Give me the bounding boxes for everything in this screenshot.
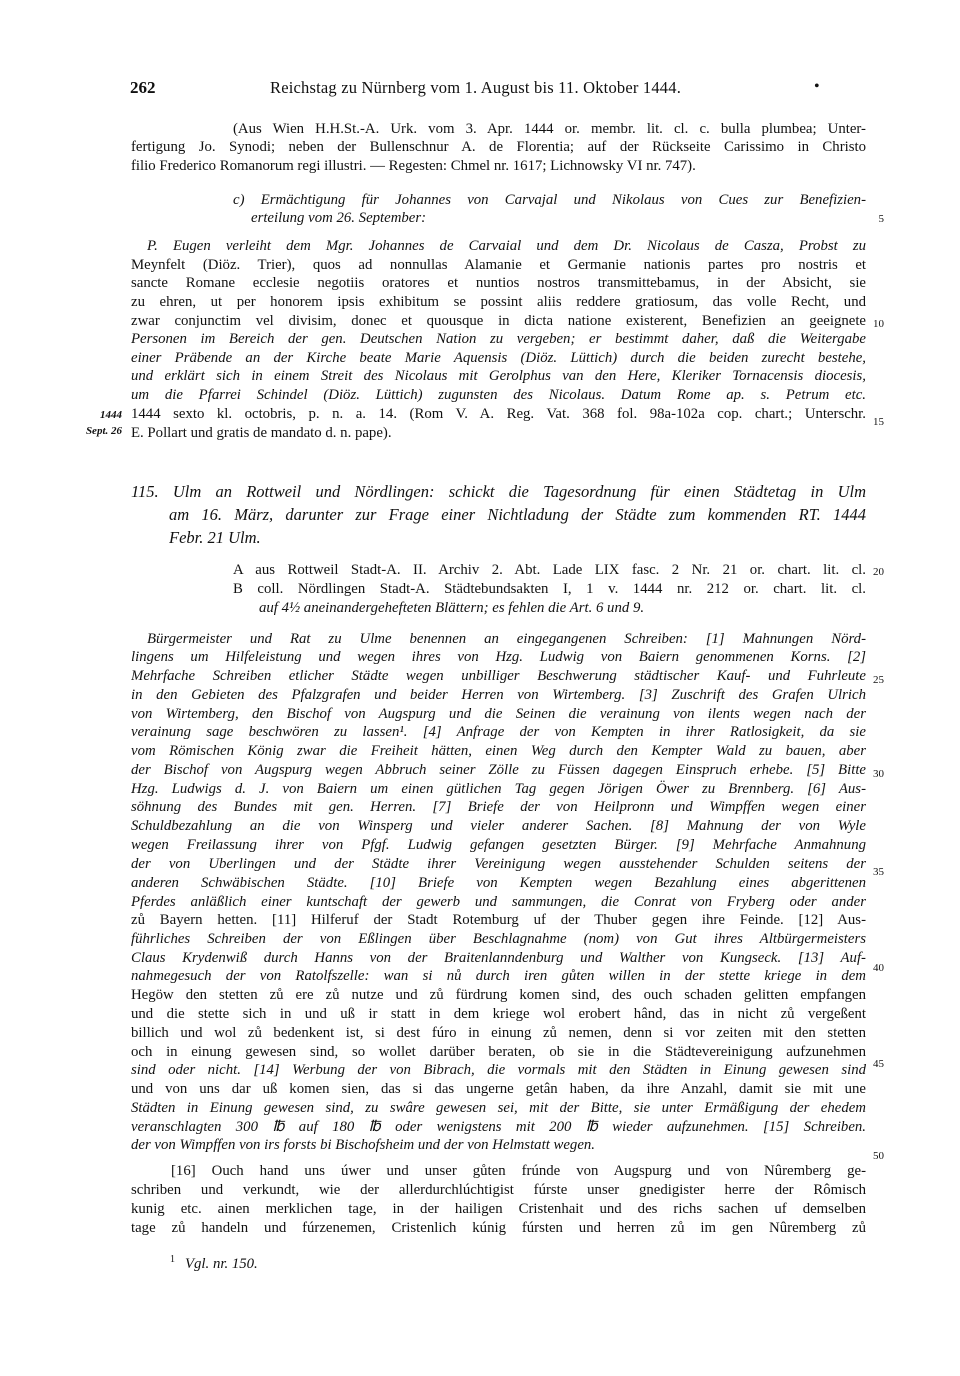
text-line: der von Uberlingen und der Städte ihrer Vereinigung wegen ausstehender Schulden seitens der xyxy=(131,856,866,872)
footnote-text: Vgl. nr. 150. xyxy=(185,1255,258,1272)
text-line: verainung sage beschwören zu lassen¹. [4] Anfrage der von Kempten in ihrer Ratlosigkeit, da sie xyxy=(131,724,866,740)
line-number: 45 xyxy=(873,1058,884,1070)
margin-date-day: Sept. 26 xyxy=(85,425,122,437)
text-line: billich und wol zů bedenkent ist, si dest fúro in einung zů nemen, denn si vor zeiten mit den stetten xyxy=(131,1025,866,1041)
text-line: und von uns dar uß komen sien, das si das ungerne getân haben, da ihre Anzahl, damit sie mit une xyxy=(131,1081,866,1097)
text-line: und die stette sich in und uß ir statt in dem kriege wol erobert hând, das in nicht zů vergeßent xyxy=(131,1006,866,1022)
text-line: zů Bayern hetten. [11] Hilferuf der Stadt Rotemburg uf der Thuber gegen ihre Feinde. [12] Aus- xyxy=(131,912,866,928)
text-line: anderen Schwäbischen Städte. [10] Briefe von Kempten wegen Bezahlung eines abgerittenen xyxy=(131,875,866,891)
line-number: 5 xyxy=(878,213,884,225)
text-line: einer Präbende an der Kirche beate Marie Aquensis (Diöz. Lüttich) durch die beiden zurecht bestehe, xyxy=(131,350,866,366)
text-line: und erklärt sich in einem Streit des Nicolaus mit Gerolphus van den Here, Kleriker Tornacensis diocesis, xyxy=(131,368,866,384)
text-line: P. Eugen verleiht dem Mgr. Johannes de Carvaial und dem Dr. Nicolaus de Casza, Probst zu xyxy=(147,238,866,254)
text-line: am 16. März, darunter zur Frage einer Nichtladung der Städte zum kommenden RT. 1444 xyxy=(169,505,866,524)
text-line: E. Pollart und gratis de mandato d. n. pape). xyxy=(131,425,392,441)
margin-date-year: 1444 xyxy=(100,409,122,421)
text-line: zwar conjunctim vel divisim, donec et quousque in dicta natione existerent, Benefizien an geeignete xyxy=(131,313,866,329)
text-line: 1444 sexto kl. octobris, p. n. a. 14. (Rom V. A. Reg. Vat. 368 fol. 98a-102a cop. chart.; Unterschr. xyxy=(131,406,866,422)
text-line: nahmegesuch der von Ratolfszelle: wan si nů durch iren gůten willen in der stette kriege in dem xyxy=(131,968,866,984)
line-number: 25 xyxy=(873,674,884,686)
text-line: von Wirtemberg, den Bischof von Augspurg und die Seinen die verainung von ilents wegen nach der xyxy=(131,706,866,722)
text-line: 115. Ulm an Rottweil und Nördlingen: schickt die Tagesordnung für einen Städtetag in Ulm xyxy=(131,482,866,501)
text-line: vom Römischen König zwar die Freiheit hätten, einen Weg durch den Kempter Wald zu bauen, aber xyxy=(131,743,866,759)
text-line: Bürgermeister und Rat zu Ulme benennen an eingegangenen Schreiben: [1] Mahnungen Nörd- xyxy=(147,631,866,647)
text-line: kunig etc. ainen merklichen tage, in der hailigen Cristenhait und des richs sachen uf demselben xyxy=(131,1201,866,1217)
page-number: 262 xyxy=(130,78,156,97)
text-line: der Bischof von Augspurg wegen Abbruch seiner Zölle zu Füssen dagegen Einspruch erhebe. [5] Bitte xyxy=(131,762,866,778)
text-line: erteilung vom 26. September: xyxy=(251,210,427,226)
line-number: 35 xyxy=(873,866,884,878)
text-line: filio Frederico Romanorum regi illustri. — Regesten: Chmel nr. 1617; Lichnowsky VI nr. 747). xyxy=(131,158,696,174)
text-line: sancte Romane ecclesie negotiis oratores et nuntios nostros transmittebamus, in der Absicht, sie xyxy=(131,275,866,291)
text-line: B coll. Nördlingen Stadt-A. Städtebundsakten I, 1 v. 1444 nr. 212 or. chart. lit. cl. xyxy=(233,581,866,597)
line-number: 30 xyxy=(873,768,884,780)
text-line: Mehrfache Schreiben etlicher Städte wegen unbilliger Beschwerung städtischer Kauf- und Fuhrleute xyxy=(131,668,866,684)
text-line: Claus Krydenwiß durch Hanns von der Braitenlanndenburg und Walther von Kungseck. [13] Auf- xyxy=(131,950,866,966)
footnote-mark: 1 xyxy=(170,1254,175,1265)
text-line: sind oder nicht. [14] Werbung der von Bibrach, die vormals mit den Städten in Einung gewesen sind xyxy=(131,1062,866,1078)
text-line: um die Pfarrei Schindel (Diöz. Lüttich) zugunsten des Nicolaus. Datum Rome ap. s. Petrum etc. xyxy=(131,387,866,403)
text-line: c) Ermächtigung für Johannes von Carvajal und Nikolaus von Cues zur Benefizien- xyxy=(233,192,866,208)
text-line: wegen Freilassung ihrer von Pfgf. Ludwig gefangen gesetzten Bürger. [9] Mehrfache Anmahnung xyxy=(131,837,866,853)
text-line: A aus Rottweil Stadt-A. II. Archiv 2. Abt. Lade LIX fasc. 2 Nr. 21 or. chart. lit. cl. xyxy=(233,562,866,578)
line-number: 10 xyxy=(873,318,884,330)
text-line: Schuldbezahlung an die von Winsperg und vieler anderer Sachen. [8] Mahnung der von Wyle xyxy=(131,818,866,834)
text-line: söhnung des Bundes mit gen. Herren. [7] Briefe der von Heilpronn und Wimpffen wegen einer xyxy=(131,799,866,815)
text-line: Pferdes anläßlich einer kuntschaft der gewerb und sammungen, die Conrat von Fryberg oder ander xyxy=(131,894,866,910)
line-number: 50 xyxy=(873,1150,884,1162)
text-line: Personen im Bereich der gen. Deutschen Nation zu vergeben; er bestimmt daher, daß die Weitergabe xyxy=(131,331,866,347)
page-header xyxy=(130,78,865,102)
text-line: Hegöw den stetten zů ere zů nutze und zů fürdrung komen sind, des ouch schaden gelitten empfangen xyxy=(131,987,866,1003)
text-line: Hzg. Ludwigs d. J. von Baiern um einen gütlichen Tag gegen Jörigen Öwer zu Brennberg. [6] Aus- xyxy=(131,781,866,797)
text-line: fertigung Jo. Synodi; neben der Bullenschnur A. de Florentia; auf der Rückseite Carissimo in Christo xyxy=(131,139,866,155)
running-title: Reichstag zu Nürnberg vom 1. August bis 11. Oktober 1444. xyxy=(270,78,682,97)
text-line: och in einung gewesen sind, so wollet darüber beraten, ob sie in die Städtevereinigung aufzunehmen xyxy=(131,1044,866,1060)
header-dot: • xyxy=(814,78,820,95)
text-line: zu ehren, ut per honorem ipsis exhibitum se possint aliis reddere gratiosum, das volle Recht, und xyxy=(131,294,866,310)
text-line: der von Wimpffen von irs forsts bi Bischofsheim und der von Helmstatt wegen. xyxy=(131,1137,595,1153)
text-line: tage zů handeln und fúrzenemen, Cristenlich kúnig fúrsten und herren zů im gen Nûremberg zů xyxy=(131,1220,866,1236)
footnote xyxy=(170,1254,258,1273)
text-line: schriben und verkundt, wie der allerdurchlúchtigist fúrste unser gnedigister herre der Rômisch xyxy=(131,1182,866,1198)
text-line: führliches Schreiben der von Eßlingen über Beschlagnahme (nom) von Gut ihres Altbürgermeisters xyxy=(131,931,866,947)
text-line: [16] Ouch hand uns úwer und unser gůten frúnde von Augspurg und von Nûremberg ge- xyxy=(171,1163,866,1179)
text-line: auf 4½ aneinandergehefteten Blättern; es fehlen die Art. 6 und 9. xyxy=(259,600,645,616)
line-number: 15 xyxy=(873,416,884,428)
text-line: Meynfelt (Diöz. Trier), quos ad nonnullas Alamanie et Germanie nationis partes pro nostris et xyxy=(131,257,866,273)
text-line: Städten in Einung gewesen sind, zu swâre gewesen sei, mit der Bitte, sie unter Ermäßigung der ehedem xyxy=(131,1100,866,1116)
text-line: Febr. 21 Ulm. xyxy=(169,528,261,547)
line-number: 20 xyxy=(873,566,884,578)
text-line: veranschlagten 300 ℔ auf 180 ℔ oder wenigstens mit 200 ℔ wieder aufzunehmen. [15] Schreiben. xyxy=(131,1119,866,1135)
text-line: in den Gebieten des Pfalzgrafen und beider Herren von Wirtemberg. [3] Zuschrift des Grafen Ulrich xyxy=(131,687,866,703)
line-number: 40 xyxy=(873,962,884,974)
text-line: (Aus Wien H.H.St.-A. Urk. vom 3. Apr. 1444 or. membr. lit. cl. c. bulla plumbea; Unter- xyxy=(233,121,866,137)
text-line: lingens um Hilfeleistung und wegen ihres von Hzg. Ludwig von Baiern genommenen Korns. [2] xyxy=(131,649,866,665)
